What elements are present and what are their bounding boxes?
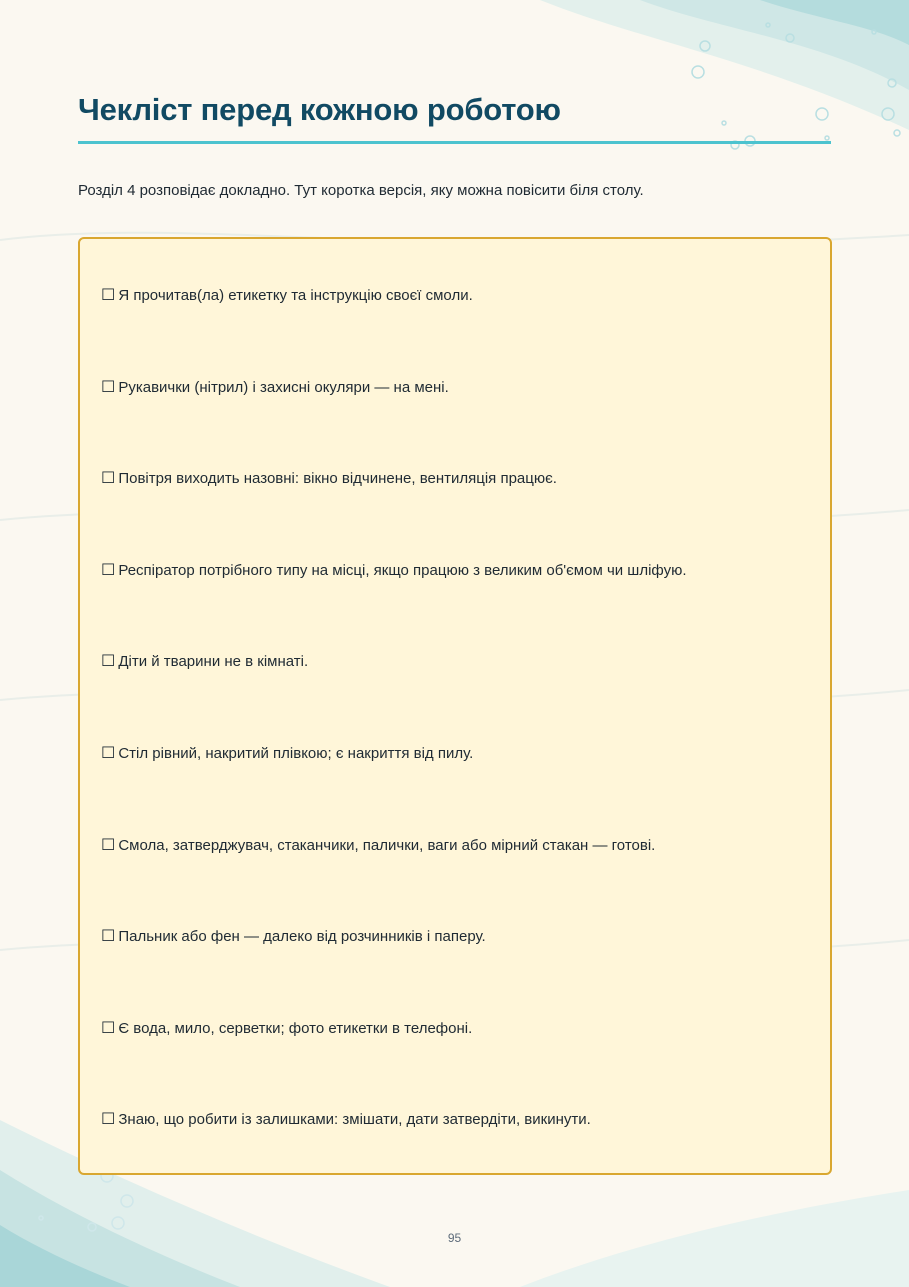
checklist-item-label: Я прочитав(ла) етикетку та інструкцію своєї смоли.: [118, 287, 473, 304]
intro-text: Розділ 4 розповідає докладно. Тут коротка версія, яку можна повісити біля столу.: [78, 182, 644, 199]
checklist-item: [101, 926, 820, 1018]
checklist-item-label: Респіратор потрібного типу на місці, якщо працюю з великим об'ємом чи шліфую.: [118, 561, 687, 579]
title-underline: [78, 141, 831, 144]
checkbox-icon: ☐: [101, 742, 116, 762]
checklist-item: [101, 743, 820, 835]
checklist: [101, 285, 820, 1201]
checkbox-icon: ☐: [101, 926, 116, 946]
checklist-item-label: Пальник або фен — далеко від розчинників і паперу.: [118, 928, 486, 946]
checklist-box: [78, 237, 832, 1175]
checklist-item-label: Повітря виходить назовні: вікно відчинене, вентиляція працює.: [118, 470, 557, 488]
checklist-item-label: Рукавички (нітрил) і захисні окуляри — на мені.: [118, 378, 449, 396]
checklist-item: [101, 468, 820, 560]
checkbox-icon: ☐: [101, 1109, 116, 1129]
checkbox-icon: ☐: [101, 468, 116, 488]
checkbox-icon: ☐: [101, 651, 116, 671]
checklist-item: [101, 560, 820, 652]
page-title: Чекліст перед кожною роботою: [78, 92, 561, 127]
checklist-item: [101, 377, 820, 469]
checklist-item: [101, 835, 820, 927]
checklist-item: [101, 285, 820, 377]
page-number: 95: [447, 1231, 462, 1245]
checkbox-icon: ☐: [101, 1017, 116, 1037]
checklist-item-label: Смола, затверджувач, стаканчики, палички, ваги або мірний стакан — готові.: [118, 836, 656, 854]
checkbox-icon: ☐: [101, 834, 116, 854]
checklist-item-label: Діти й тварини не в кімнаті.: [118, 653, 309, 671]
checklist-item-label: Знаю, що робити із залишками: змішати, дати затвердіти, викинути.: [118, 1111, 591, 1129]
checklist-item: [101, 1018, 820, 1110]
checklist-item: [101, 1109, 820, 1201]
checkbox-icon: ☐: [101, 285, 116, 304]
checkbox-icon: ☐: [101, 376, 116, 396]
checkbox-icon: ☐: [101, 559, 116, 579]
checklist-item: [101, 651, 820, 743]
checklist-item-label: Стіл рівний, накритий плівкою; є накриття від пилу.: [118, 744, 474, 762]
checklist-item-label: Є вода, мило, серветки; фото етикетки в телефоні.: [118, 1019, 473, 1037]
